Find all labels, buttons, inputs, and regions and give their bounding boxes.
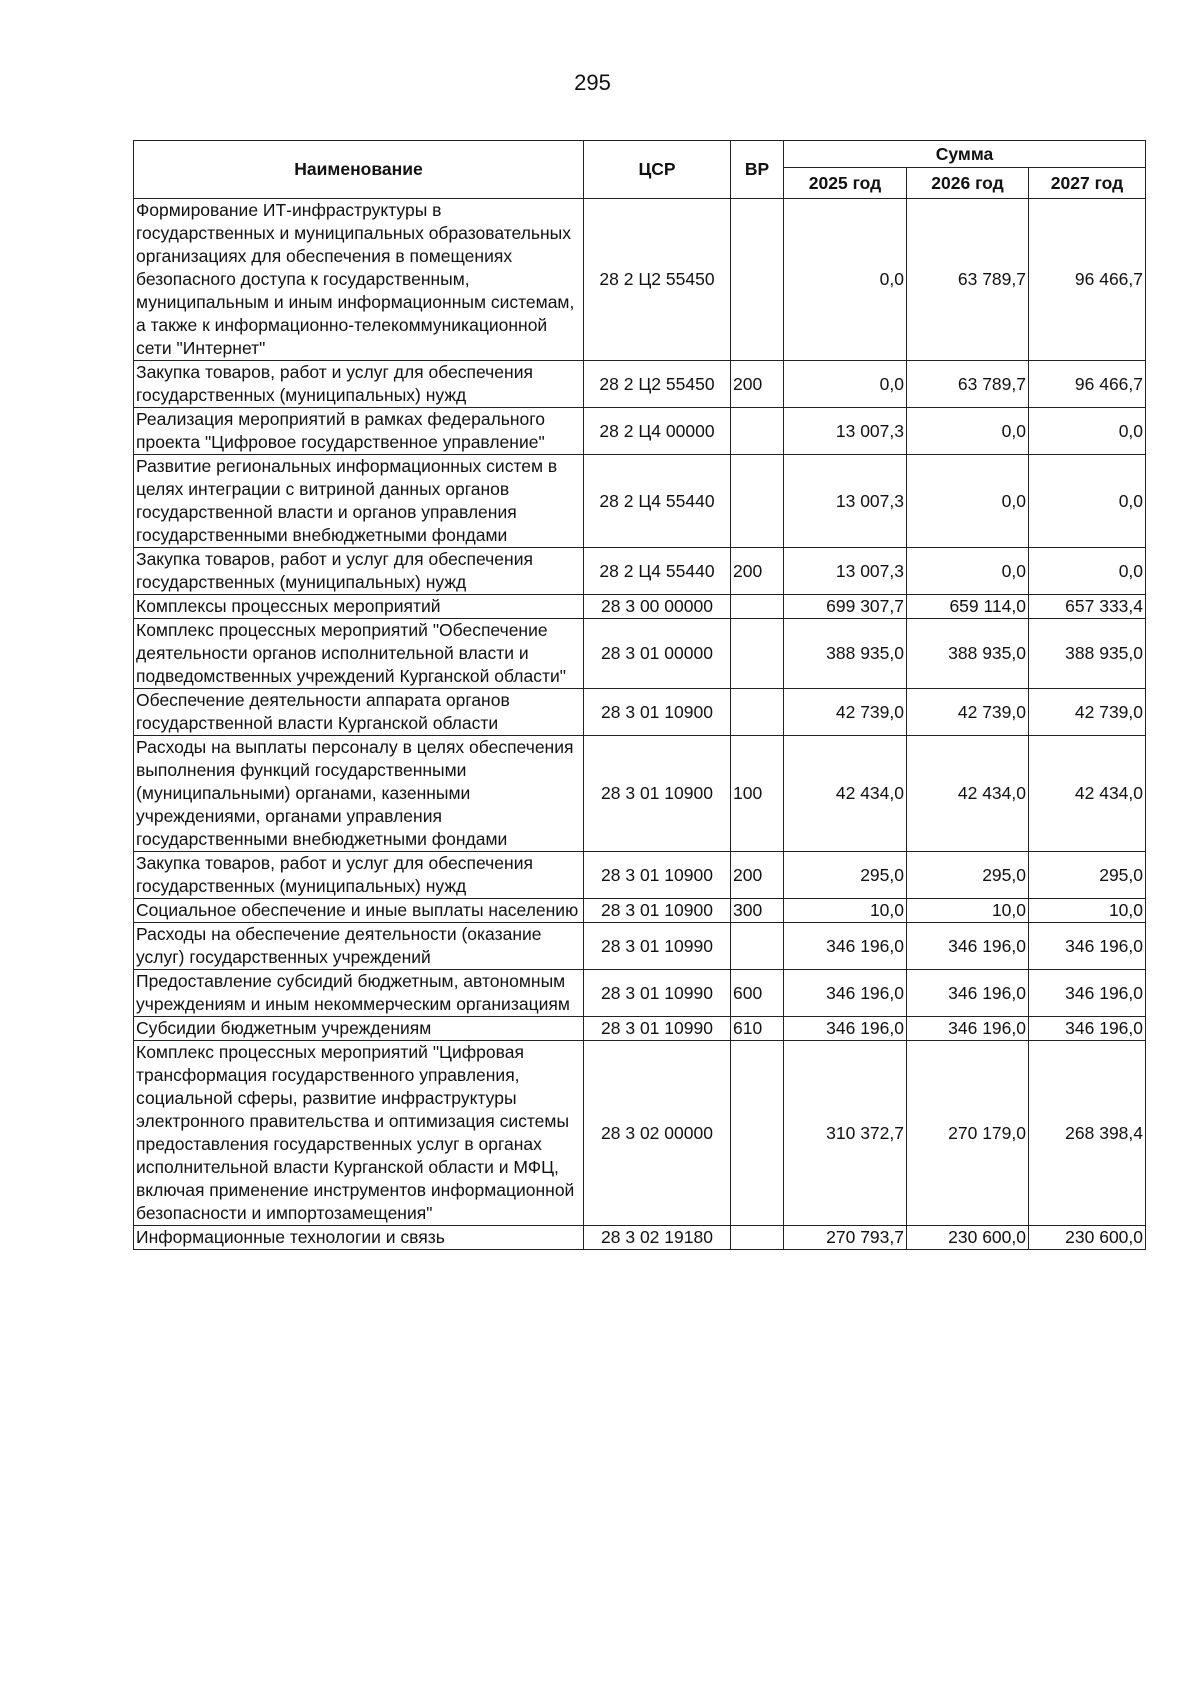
header-sum: Сумма (784, 141, 1146, 168)
row-csr: 28 3 01 10900 (584, 852, 731, 899)
row-sum-2026: 42 739,0 (907, 689, 1029, 736)
row-csr: 28 2 Ц2 55450 (584, 199, 731, 361)
row-sum-2025: 13 007,3 (784, 455, 907, 548)
row-sum-2027: 346 196,0 (1029, 970, 1146, 1017)
table-row (134, 619, 1146, 689)
row-sum-2027: 388 935,0 (1029, 619, 1146, 689)
row-sum-2025: 42 739,0 (784, 689, 907, 736)
table-row (134, 689, 1146, 736)
header-csr: ЦСР (584, 141, 731, 199)
row-sum-2026: 0,0 (907, 548, 1029, 595)
table-row (134, 595, 1146, 619)
row-sum-2026: 42 434,0 (907, 736, 1029, 852)
row-sum-2027: 42 434,0 (1029, 736, 1146, 852)
table-row (134, 199, 1146, 361)
table-row (134, 361, 1146, 408)
row-sum-2027: 230 600,0 (1029, 1226, 1146, 1250)
row-sum-2026: 659 114,0 (907, 595, 1029, 619)
page-number: 295 (574, 70, 611, 95)
header-year-2026: 2026 год (907, 168, 1029, 199)
row-name: Реализация мероприятий в рамках федерального проекта "Цифровое государственное управление" (134, 408, 584, 455)
row-name: Социальное обеспечение и иные выплаты населению (134, 899, 584, 923)
row-name: Расходы на выплаты персоналу в целях обеспечения выполнения функций государственными (муниципальными) органами, казенными учреждениями, органами управления государственными внебюджетными фондами (134, 736, 584, 852)
header-name: Наименование (134, 141, 584, 199)
row-name: Комплекс процессных мероприятий "Обеспечение деятельности органов исполнительной власти и подведомственных учреждений Курганской области" (134, 619, 584, 689)
row-sum-2025: 42 434,0 (784, 736, 907, 852)
row-sum-2026: 295,0 (907, 852, 1029, 899)
table-row (134, 455, 1146, 548)
row-csr: 28 3 00 00000 (584, 595, 731, 619)
row-name: Обеспечение деятельности аппарата органов государственной власти Курганской области (134, 689, 584, 736)
row-sum-2027: 657 333,4 (1029, 595, 1146, 619)
row-sum-2026: 346 196,0 (907, 970, 1029, 1017)
row-sum-2025: 346 196,0 (784, 1017, 907, 1041)
row-sum-2027: 346 196,0 (1029, 923, 1146, 970)
row-sum-2026: 270 179,0 (907, 1041, 1029, 1226)
row-vr (731, 619, 784, 689)
row-name: Комплексы процессных мероприятий (134, 595, 584, 619)
table-row (134, 1017, 1146, 1041)
row-csr: 28 3 01 10900 (584, 689, 731, 736)
header-year-2027: 2027 год (1029, 168, 1146, 199)
table-row (134, 408, 1146, 455)
row-sum-2027: 10,0 (1029, 899, 1146, 923)
row-sum-2026: 10,0 (907, 899, 1029, 923)
row-vr: 100 (731, 736, 784, 852)
row-csr: 28 3 02 00000 (584, 1041, 731, 1226)
row-name: Субсидии бюджетным учреждениям (134, 1017, 584, 1041)
header-vr: ВР (731, 141, 784, 199)
row-sum-2027: 96 466,7 (1029, 199, 1146, 361)
row-csr: 28 3 01 10990 (584, 970, 731, 1017)
row-sum-2026: 388 935,0 (907, 619, 1029, 689)
row-vr: 610 (731, 1017, 784, 1041)
row-sum-2025: 0,0 (784, 361, 907, 408)
row-sum-2026: 63 789,7 (907, 199, 1029, 361)
row-sum-2027: 42 739,0 (1029, 689, 1146, 736)
row-name: Развитие региональных информационных систем в целях интеграции с витриной данных органов государственной власти и органов управления государственными внебюджетными фондами (134, 455, 584, 548)
row-csr: 28 2 Ц4 00000 (584, 408, 731, 455)
table-body (134, 199, 1146, 1250)
row-sum-2025: 699 307,7 (784, 595, 907, 619)
table-row (134, 736, 1146, 852)
row-sum-2026: 230 600,0 (907, 1226, 1029, 1250)
row-vr (731, 1226, 784, 1250)
row-vr: 600 (731, 970, 784, 1017)
row-csr: 28 2 Ц4 55440 (584, 548, 731, 595)
table-row (134, 899, 1146, 923)
row-name: Предоставление субсидий бюджетным, автономным учреждениям и иным некоммерческим организациям (134, 970, 584, 1017)
row-vr: 200 (731, 852, 784, 899)
row-sum-2027: 295,0 (1029, 852, 1146, 899)
row-csr: 28 3 02 19180 (584, 1226, 731, 1250)
row-vr (731, 595, 784, 619)
table-header (134, 141, 1146, 199)
row-name: Закупка товаров, работ и услуг для обеспечения государственных (муниципальных) нужд (134, 852, 584, 899)
row-vr: 300 (731, 899, 784, 923)
header-year-2025: 2025 год (784, 168, 907, 199)
row-csr: 28 3 01 00000 (584, 619, 731, 689)
row-name: Расходы на обеспечение деятельности (оказание услуг) государственных учреждений (134, 923, 584, 970)
row-sum-2026: 346 196,0 (907, 1017, 1029, 1041)
row-sum-2027: 0,0 (1029, 408, 1146, 455)
row-vr: 200 (731, 548, 784, 595)
row-sum-2025: 13 007,3 (784, 548, 907, 595)
row-csr: 28 3 01 10900 (584, 899, 731, 923)
row-vr: 200 (731, 361, 784, 408)
row-sum-2025: 0,0 (784, 199, 907, 361)
row-sum-2027: 346 196,0 (1029, 1017, 1146, 1041)
row-vr (731, 689, 784, 736)
table-row (134, 548, 1146, 595)
row-sum-2027: 0,0 (1029, 455, 1146, 548)
row-csr: 28 3 01 10900 (584, 736, 731, 852)
row-sum-2025: 295,0 (784, 852, 907, 899)
row-sum-2026: 0,0 (907, 455, 1029, 548)
row-name: Закупка товаров, работ и услуг для обеспечения государственных (муниципальных) нужд (134, 548, 584, 595)
row-sum-2025: 13 007,3 (784, 408, 907, 455)
row-csr: 28 2 Ц2 55450 (584, 361, 731, 408)
row-sum-2027: 268 398,4 (1029, 1041, 1146, 1226)
row-vr (731, 923, 784, 970)
row-name: Информационные технологии и связь (134, 1226, 584, 1250)
table-row (134, 923, 1146, 970)
row-vr (731, 1041, 784, 1226)
row-sum-2025: 10,0 (784, 899, 907, 923)
row-vr (731, 199, 784, 361)
row-csr: 28 3 01 10990 (584, 923, 731, 970)
row-sum-2027: 96 466,7 (1029, 361, 1146, 408)
row-name: Закупка товаров, работ и услуг для обеспечения государственных (муниципальных) нужд (134, 361, 584, 408)
row-name: Формирование ИТ-инфраструктуры в государственных и муниципальных образовательных организациях для обеспечения в помещениях безопасного доступа к государственным, муниципальным и иным информационным системам, а также к информационно-телекоммуникационной сети "Интернет" (134, 199, 584, 361)
row-sum-2026: 63 789,7 (907, 361, 1029, 408)
budget-table (133, 140, 1146, 1250)
row-sum-2025: 346 196,0 (784, 970, 907, 1017)
row-sum-2027: 0,0 (1029, 548, 1146, 595)
row-vr (731, 408, 784, 455)
row-vr (731, 455, 784, 548)
row-csr: 28 3 01 10990 (584, 1017, 731, 1041)
table-row (134, 1226, 1146, 1250)
row-sum-2026: 0,0 (907, 408, 1029, 455)
row-name: Комплекс процессных мероприятий "Цифровая трансформация государственного управления, социальной сферы, развитие инфраструктуры электронного правительства и оптимизация системы предоставления государственных услуг в органах исполнительной власти Курганской области и МФЦ, включая применение инструментов информационной безопасности и импортозамещения" (134, 1041, 584, 1226)
row-sum-2026: 346 196,0 (907, 923, 1029, 970)
row-csr: 28 2 Ц4 55440 (584, 455, 731, 548)
row-sum-2025: 310 372,7 (784, 1041, 907, 1226)
row-sum-2025: 270 793,7 (784, 1226, 907, 1250)
table-row (134, 1041, 1146, 1226)
row-sum-2025: 388 935,0 (784, 619, 907, 689)
table-row (134, 970, 1146, 1017)
row-sum-2025: 346 196,0 (784, 923, 907, 970)
table-row (134, 852, 1146, 899)
